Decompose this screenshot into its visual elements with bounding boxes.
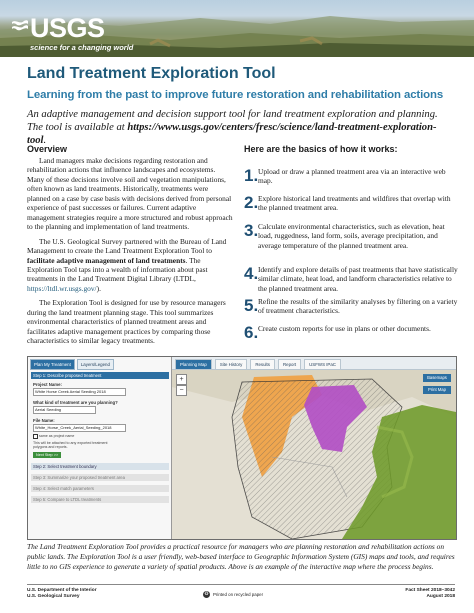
panel-tabs	[30, 359, 114, 368]
usgs-logo[interactable]	[0, 6, 150, 50]
publication-date: August 2018	[426, 594, 455, 600]
file-name-input[interactable]: White_Horse_Creek_Aerial_Seeding_2018	[33, 424, 126, 432]
file-name-label: File Name:	[33, 418, 55, 423]
recycle-icon: ♻	[204, 591, 209, 597]
same-as-project-checkbox[interactable]	[33, 434, 38, 439]
intro-text	[27, 108, 452, 147]
step-number: 2.	[244, 193, 259, 212]
same-as-project-label: same as project name	[39, 434, 75, 439]
footer-recycled	[203, 591, 263, 598]
page-subtitle: Learning from the past to improve future restoration and rehabilitation actions	[27, 89, 444, 101]
tab-planning-map[interactable]: Planning Map	[175, 359, 212, 369]
planning-panel	[28, 357, 172, 539]
overview-p2-text-3: ).	[96, 283, 101, 293]
step-text: Upload or draw a planned treatment area via an interactive web map.	[258, 167, 446, 186]
intro-url-link[interactable]: https://www.usgs.gov/centers/fresc/science/land-treatment-exploration-tool	[27, 122, 437, 146]
basics-heading: Here are the basics of how it works:	[244, 144, 398, 154]
step-text: Identify and explore details of past treatments that have statistically similar climate, heat load, and landform characteristics relative to the planned treatment area.	[258, 265, 458, 293]
plus-icon: +	[179, 376, 184, 383]
usgs-logo-icon	[12, 18, 28, 34]
basemaps-button[interactable]: Basemaps	[423, 374, 451, 382]
tab-report[interactable]: Report	[278, 359, 301, 369]
project-name-input[interactable]: White Horse Creek Aerial Seeding 2018	[33, 388, 126, 396]
footer-right	[405, 588, 455, 601]
step5-header[interactable]: Step 5: Compare to LTDL treatments	[31, 496, 169, 503]
planning-label: What kind of treatment are you planning?	[33, 400, 118, 405]
tab-plan-my-treatment[interactable]: Plan My Treatment	[30, 359, 75, 370]
step-text: Calculate environmental characteristics, such as elevation, heat load, ruggedness, land form, soils, average precipitation, and average temperature of the planned treatment area.	[258, 222, 445, 250]
overview-p2-bold: facilitate adaptive management of land treatments	[27, 255, 186, 265]
overview-section	[27, 156, 233, 351]
zoom-out-button[interactable]	[176, 385, 187, 396]
fact-sheet-number: Fact Sheet 2018–3042	[405, 588, 455, 593]
overview-p2-text-2: . The Exploration Tool taps into a wealth of information about past treatments in the Land Treatment Digital Library (LTDL,	[27, 255, 208, 284]
zoom-in-button[interactable]	[176, 374, 187, 385]
same-as-project-row	[33, 434, 165, 439]
map-tabs	[172, 357, 456, 370]
step-text: Create custom reports for use in plans or other documents.	[258, 324, 431, 333]
next-step-button[interactable]: Next Step >>	[33, 452, 61, 458]
footer-dept: U.S. Department of the Interior	[27, 588, 97, 593]
step-number: 6.	[244, 323, 259, 342]
footer-divider	[27, 584, 455, 585]
overview-paragraph-2	[27, 237, 233, 294]
step1-header[interactable]: Step 1: Describe proposed treatment	[31, 372, 169, 379]
minus-icon: −	[179, 387, 184, 394]
overview-paragraph-3: The Exploration Tool is designed for use by resource managers during the land treatment planning stage. This tool summarizes environmental characteristics of planned treatment areas and facilitates adaptive management practices by comparing those characteristics to similar legacy treatments.	[27, 298, 226, 346]
tab-layers-legend[interactable]: Layers/Legend	[77, 359, 114, 370]
tool-screenshot	[27, 356, 457, 540]
page-title: Land Treatment Exploration Tool	[27, 65, 276, 82]
tab-results[interactable]: Results	[250, 359, 275, 369]
intro-end: .	[43, 135, 47, 146]
step-number: 5.	[244, 296, 259, 315]
step-text: Explore historical land treatments and wildfires that overlap with the planned treatment area.	[258, 194, 451, 213]
overview-paragraph-1: Land managers make decisions regarding restoration and rehabilitation actions that influence landscapes and ecosystems. Many of these decisions involve soil and vegetation manipulations, often known as land treatments. Historically, treatments were planned on a case by case basis with decisions derived from personal experience of past successes or failures. Current adaptive management strategies require a more structured and robust approach to the planning and implementation of land treatments.	[27, 156, 233, 232]
step-number: 3.	[244, 221, 259, 240]
overview-heading: Overview	[27, 144, 68, 154]
footer	[27, 588, 455, 608]
footer-left	[27, 588, 97, 601]
tab-site-history[interactable]: Site History	[215, 359, 247, 369]
print-map-button[interactable]: Print Map	[423, 386, 451, 394]
step-number: 4.	[244, 264, 259, 283]
step4-header[interactable]: Step 4: Select match parameters	[31, 485, 169, 492]
project-name-label: Project Name:	[33, 382, 62, 387]
map-canvas[interactable]	[172, 357, 456, 539]
step-number: 1.	[244, 166, 259, 185]
footer-agency: U.S. Geological Survey	[27, 594, 80, 600]
export-note: This will be attached to any exported treatment polygons and reports.	[33, 441, 108, 450]
treatment-type-select[interactable]: Aerial Seeding	[33, 406, 96, 414]
figure-caption: The Land Treatment Exploration Tool provides a practical resource for managers who are planning restoration and rehabilitation actions on public lands. The Exploration Tool is a user friendly, web-based interface to Geographic Information System (GIS) maps and tools, and requires little to no GIS experience to generate a variety of spatial products. Above is an example of the interactive map where the process begins.	[27, 542, 455, 572]
ltdl-link[interactable]: https://ltdl.wr.usgs.gov/	[27, 283, 97, 293]
step2-header[interactable]: Step 2: Select treatment boundary	[31, 463, 169, 470]
usgs-tagline: science for a changing world	[30, 43, 134, 52]
tab-usfws-ipac[interactable]: USFWS IPaC	[304, 359, 341, 369]
planning-map[interactable]	[172, 357, 456, 539]
step3-header[interactable]: Step 3: Summarize your proposed treatment area	[31, 474, 169, 481]
intro-body: An adaptive management and decision support tool for land treatment exploration and planning. The tool is available at	[27, 109, 438, 133]
header-banner	[0, 0, 474, 57]
step-text: Refine the results of the similarity analyses by filtering on a variety of treatment characteristics.	[258, 297, 458, 316]
overview-p2-text: The U.S. Geological Survey partnered with the Bureau of Land Management to create the Land Treatment Exploration Tool to	[27, 236, 227, 256]
usgs-logo-text: USGS	[30, 13, 105, 43]
recycled-text: Printed on recycled paper	[213, 592, 264, 597]
